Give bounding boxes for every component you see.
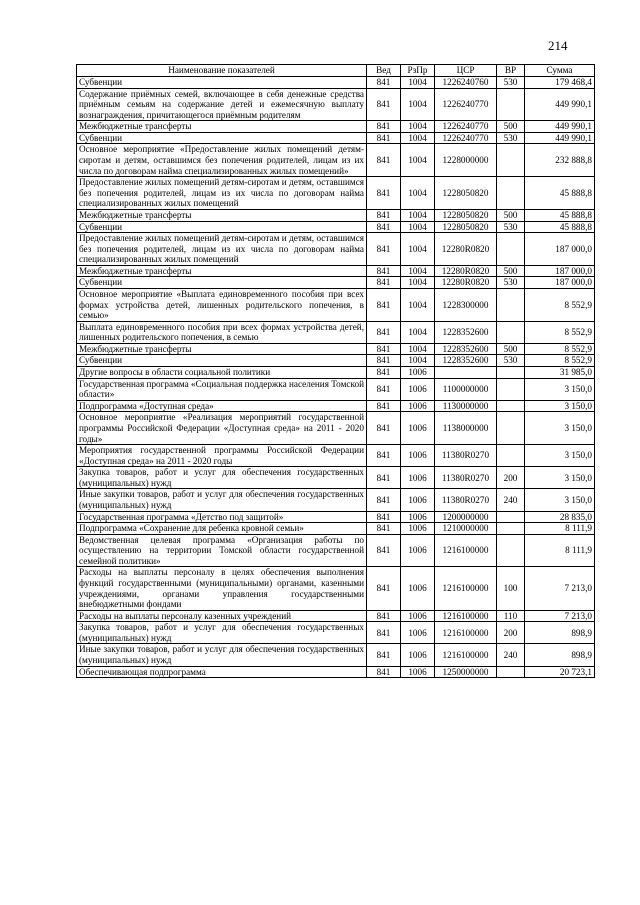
table-row [77,644,595,666]
row-csr-cell: 1228050820 [435,177,497,210]
row-ved-cell: 841 [367,511,401,523]
table-row [77,121,595,133]
row-vr-cell [497,144,525,177]
row-csr-cell: 1216100000 [435,567,497,610]
budget-table [76,64,595,678]
row-name-cell: Межбюджетные трансферты [77,121,367,133]
table-row [77,412,595,445]
row-csr-cell: 1226240770 [435,132,497,144]
row-vr-cell: 500 [497,265,525,277]
row-sum-cell: 187 000,0 [525,277,595,289]
row-name-cell: Ведомственная целевая программа «Организация работы по осуществлению на территории Томской области государственной семейной политики» [77,534,367,567]
row-sum-cell: 187 000,0 [525,233,595,266]
row-sum-cell: 28 835,0 [525,511,595,523]
header-sum: Сумма [525,65,595,77]
row-vr-cell [497,233,525,266]
row-ved-cell: 841 [367,622,401,644]
table-row [77,511,595,523]
header-ved: Вед [367,65,401,77]
row-rzpr-cell: 1006 [401,644,435,666]
row-vr-cell: 530 [497,221,525,233]
row-csr-cell: 1228050820 [435,209,497,221]
row-vr-cell: 110 [497,610,525,622]
table-row [77,567,595,610]
row-csr-cell: 1216100000 [435,534,497,567]
row-rzpr-cell: 1004 [401,132,435,144]
row-ved-cell: 841 [367,233,401,266]
row-rzpr-cell: 1004 [401,121,435,133]
row-ved-cell: 841 [367,489,401,511]
row-ved-cell: 841 [367,666,401,678]
row-csr-cell: 1228300000 [435,288,497,321]
row-rzpr-cell: 1006 [401,412,435,445]
row-rzpr-cell: 1004 [401,355,435,367]
row-name-cell: Расходы на выплаты персоналу в целях обеспечения выполнения функций государственными (муниципальными) органами, казенными учреждениями, органами управления государственными внебюджетными фондами [77,567,367,610]
row-csr-cell: 11380R0270 [435,445,497,467]
row-rzpr-cell: 1006 [401,622,435,644]
row-csr-cell: 11380R0270 [435,489,497,511]
row-rzpr-cell: 1006 [401,610,435,622]
row-name-cell: Закупка товаров, работ и услуг для обеспечения государственных (муниципальных) нужд [77,622,367,644]
header-row [77,65,595,77]
row-csr-cell: 1216100000 [435,610,497,622]
row-csr-cell: 1216100000 [435,644,497,666]
row-vr-cell [497,445,525,467]
row-vr-cell [497,400,525,412]
row-ved-cell: 841 [367,177,401,210]
row-vr-cell: 200 [497,467,525,489]
row-ved-cell: 841 [367,355,401,367]
row-sum-cell: 3 150,0 [525,489,595,511]
row-sum-cell: 898,9 [525,644,595,666]
table-row [77,400,595,412]
page-number: 214 [548,38,568,53]
table-row [77,489,595,511]
table-row [77,221,595,233]
row-sum-cell: 31 985,0 [525,367,595,379]
row-sum-cell: 7 213,0 [525,610,595,622]
table-row [77,77,595,89]
row-csr-cell: 1228352600 [435,343,497,355]
row-ved-cell: 841 [367,321,401,343]
row-csr-cell: 1226240770 [435,88,497,121]
table-row [77,321,595,343]
row-vr-cell: 500 [497,121,525,133]
row-vr-cell [497,534,525,567]
row-name-cell: Подпрограмма «Доступная среда» [77,400,367,412]
row-ved-cell: 841 [367,265,401,277]
row-csr-cell: 1210000000 [435,523,497,535]
row-sum-cell: 179 468,4 [525,77,595,89]
row-rzpr-cell: 1004 [401,343,435,355]
row-csr-cell: 1226240760 [435,77,497,89]
row-rzpr-cell: 1006 [401,567,435,610]
row-name-cell: Межбюджетные трансферты [77,209,367,221]
row-rzpr-cell: 1004 [401,221,435,233]
table-row [77,523,595,535]
row-rzpr-cell: 1004 [401,177,435,210]
row-vr-cell: 500 [497,343,525,355]
row-ved-cell: 841 [367,343,401,355]
row-csr-cell: 1226240770 [435,121,497,133]
row-name-cell: Подпрограмма «Сохранение для ребенка кровной семьи» [77,523,367,535]
row-vr-cell [497,177,525,210]
table-row [77,233,595,266]
row-rzpr-cell: 1006 [401,367,435,379]
row-vr-cell: 240 [497,489,525,511]
row-rzpr-cell: 1004 [401,233,435,266]
row-ved-cell: 841 [367,412,401,445]
row-name-cell: Субвенции [77,77,367,89]
row-sum-cell: 8 111,9 [525,523,595,535]
row-rzpr-cell: 1006 [401,378,435,400]
row-vr-cell [497,288,525,321]
row-rzpr-cell: 1006 [401,445,435,467]
row-ved-cell: 841 [367,378,401,400]
row-sum-cell: 3 150,0 [525,412,595,445]
table-row [77,445,595,467]
table-row [77,622,595,644]
row-vr-cell [497,666,525,678]
table-row [77,534,595,567]
row-rzpr-cell: 1004 [401,144,435,177]
row-ved-cell: 841 [367,77,401,89]
row-ved-cell: 841 [367,445,401,467]
row-csr-cell: 1200000000 [435,511,497,523]
row-name-cell: Основное мероприятие «Выплата единовременного пособия при всех формах устройства детей, лишенных родительского попечения, в семью» [77,288,367,321]
row-name-cell: Основное мероприятие «Реализация мероприятий государственной программы Российской Федерации «Доступная среда» на 2011 - 2020 годы» [77,412,367,445]
row-name-cell: Субвенции [77,221,367,233]
table-row [77,265,595,277]
row-rzpr-cell: 1004 [401,209,435,221]
row-ved-cell: 841 [367,644,401,666]
row-ved-cell: 841 [367,610,401,622]
header-name: Наименование показателей [77,65,367,77]
row-rzpr-cell: 1006 [401,523,435,535]
row-ved-cell: 841 [367,277,401,289]
table-row [77,343,595,355]
table-row [77,88,595,121]
row-csr-cell: 11380R0270 [435,467,497,489]
table-row [77,288,595,321]
row-vr-cell: 240 [497,644,525,666]
row-vr-cell [497,511,525,523]
row-sum-cell: 8 552,9 [525,343,595,355]
row-name-cell: Межбюджетные трансферты [77,343,367,355]
row-ved-cell: 841 [367,567,401,610]
table-row [77,378,595,400]
row-vr-cell: 530 [497,132,525,144]
row-sum-cell: 3 150,0 [525,400,595,412]
table-row [77,144,595,177]
row-rzpr-cell: 1004 [401,321,435,343]
row-vr-cell [497,412,525,445]
row-csr-cell: 1138000000 [435,412,497,445]
header-rzpr: РзПр [401,65,435,77]
row-csr-cell: 1130000000 [435,400,497,412]
row-sum-cell: 45 888,8 [525,177,595,210]
table-row [77,355,595,367]
row-sum-cell: 3 150,0 [525,378,595,400]
row-sum-cell: 8 552,9 [525,355,595,367]
row-sum-cell: 449 990,1 [525,88,595,121]
row-ved-cell: 841 [367,221,401,233]
table-row [77,610,595,622]
row-sum-cell: 8 111,9 [525,534,595,567]
row-sum-cell: 232 888,8 [525,144,595,177]
row-ved-cell: 841 [367,467,401,489]
row-name-cell: Закупка товаров, работ и услуг для обеспечения государственных (муниципальных) нужд [77,467,367,489]
row-sum-cell: 3 150,0 [525,445,595,467]
row-sum-cell: 8 552,9 [525,288,595,321]
table-row [77,277,595,289]
row-rzpr-cell: 1004 [401,265,435,277]
row-rzpr-cell: 1006 [401,467,435,489]
row-name-cell: Предоставление жилых помещений детям-сиротам и детям, оставшимся без попечения родителей, лицам из их числа по договорам найма специализированных жилых помещений [77,233,367,266]
row-name-cell: Мероприятия государственной программы Российской Федерации «Доступная среда» на 2011 - 2020 годы [77,445,367,467]
row-rzpr-cell: 1006 [401,666,435,678]
row-vr-cell: 500 [497,209,525,221]
header-csr: ЦСР [435,65,497,77]
row-sum-cell: 7 213,0 [525,567,595,610]
row-name-cell: Субвенции [77,132,367,144]
row-sum-cell: 449 990,1 [525,132,595,144]
row-ved-cell: 841 [367,523,401,535]
row-vr-cell: 100 [497,567,525,610]
row-sum-cell: 449 990,1 [525,121,595,133]
row-rzpr-cell: 1004 [401,277,435,289]
row-sum-cell: 45 888,8 [525,221,595,233]
row-csr-cell: 1216100000 [435,622,497,644]
row-csr-cell [435,367,497,379]
row-rzpr-cell: 1006 [401,534,435,567]
row-ved-cell: 841 [367,209,401,221]
row-ved-cell: 841 [367,121,401,133]
row-vr-cell: 530 [497,277,525,289]
row-csr-cell: 1228050820 [435,221,497,233]
row-rzpr-cell: 1004 [401,288,435,321]
row-vr-cell [497,378,525,400]
row-vr-cell: 200 [497,622,525,644]
row-csr-cell: 1250000000 [435,666,497,678]
row-name-cell: Содержание приёмных семей, включающее в себя денежные средства приёмным семьям на содержание детей и ежемесячную выплату вознаграждения, причитающегося приёмным родителям [77,88,367,121]
row-rzpr-cell: 1004 [401,88,435,121]
row-csr-cell: 12280R0820 [435,233,497,266]
table-row [77,666,595,678]
header-vr: ВР [497,65,525,77]
row-name-cell: Расходы на выплаты персоналу казенных учреждений [77,610,367,622]
row-csr-cell: 1228352600 [435,321,497,343]
row-rzpr-cell: 1006 [401,400,435,412]
row-ved-cell: 841 [367,534,401,567]
row-sum-cell: 898,9 [525,622,595,644]
row-csr-cell: 1228000000 [435,144,497,177]
row-name-cell: Иные закупки товаров, работ и услуг для обеспечения государственных (муниципальных) нужд [77,644,367,666]
row-csr-cell: 1100000000 [435,378,497,400]
row-sum-cell: 8 552,9 [525,321,595,343]
row-csr-cell: 12280R0820 [435,265,497,277]
table-row [77,209,595,221]
table-row [77,132,595,144]
row-ved-cell: 841 [367,367,401,379]
row-name-cell: Государственная программа «Детство под защитой» [77,511,367,523]
row-sum-cell: 3 150,0 [525,467,595,489]
table-row [77,367,595,379]
row-vr-cell: 530 [497,77,525,89]
row-vr-cell [497,88,525,121]
table-row [77,467,595,489]
row-sum-cell: 187 000,0 [525,265,595,277]
row-ved-cell: 841 [367,132,401,144]
row-vr-cell [497,523,525,535]
row-ved-cell: 841 [367,144,401,177]
row-name-cell: Обеспечивающая подпрограмма [77,666,367,678]
table-row [77,177,595,210]
row-ved-cell: 841 [367,88,401,121]
row-ved-cell: 841 [367,400,401,412]
row-rzpr-cell: 1004 [401,77,435,89]
row-name-cell: Субвенции [77,277,367,289]
row-vr-cell [497,321,525,343]
row-rzpr-cell: 1006 [401,489,435,511]
row-name-cell: Выплата единовременного пособия при всех формах устройства детей, лишенных родительского попечения, в семью [77,321,367,343]
row-csr-cell: 1228352600 [435,355,497,367]
row-name-cell: Субвенции [77,355,367,367]
row-sum-cell: 20 723,1 [525,666,595,678]
row-name-cell: Предоставление жилых помещений детям-сиротам и детям, оставшимся без попечения родителей, лицам из их числа по договорам найма специализированных жилых помещений [77,177,367,210]
row-name-cell: Межбюджетные трансферты [77,265,367,277]
row-name-cell: Основное мероприятие «Предоставление жилых помещений детям-сиротам и детям, оставшимся без попечения родителей, лицам из их числа по договорам найма специализированных жилых помещений» [77,144,367,177]
row-rzpr-cell: 1006 [401,511,435,523]
row-ved-cell: 841 [367,288,401,321]
row-vr-cell [497,367,525,379]
row-csr-cell: 12280R0820 [435,277,497,289]
row-sum-cell: 45 888,8 [525,209,595,221]
row-vr-cell: 530 [497,355,525,367]
row-name-cell: Государственная программа «Социальная поддержка населения Томской области» [77,378,367,400]
row-name-cell: Иные закупки товаров, работ и услуг для обеспечения государственных (муниципальных) нужд [77,489,367,511]
row-name-cell: Другие вопросы в области социальной политики [77,367,367,379]
